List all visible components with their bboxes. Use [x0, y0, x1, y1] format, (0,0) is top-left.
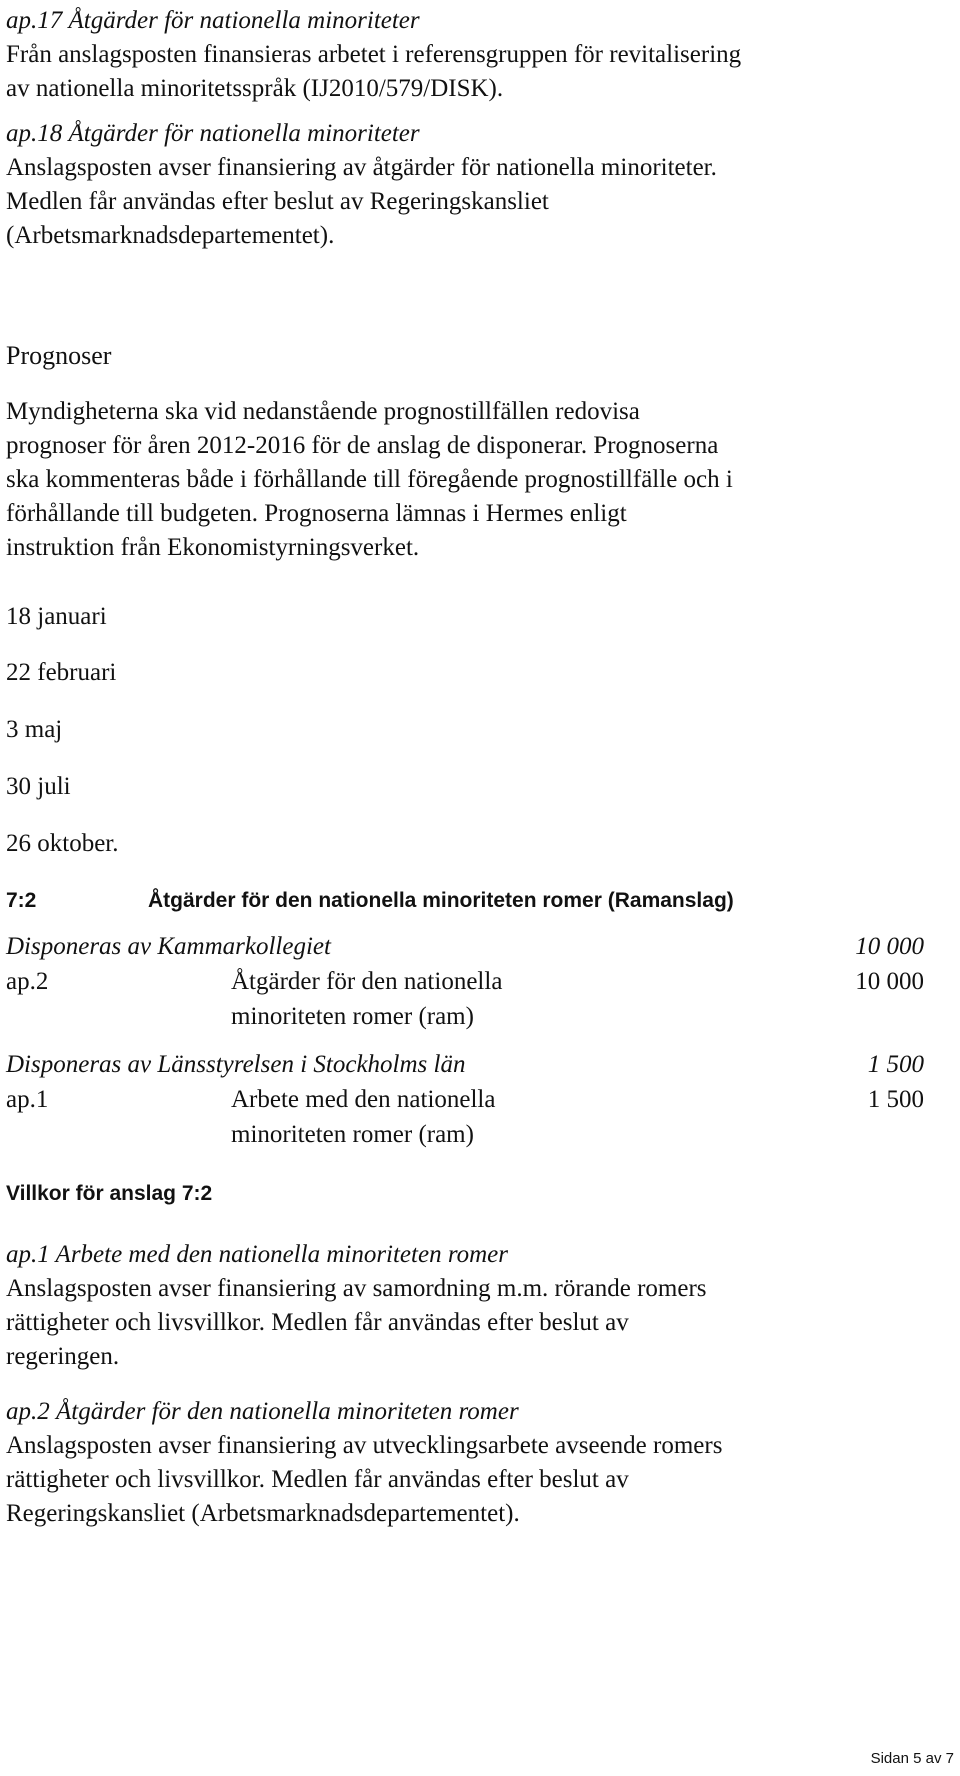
page-number: Sidan 5 av 7 [870, 1750, 954, 1767]
disponeras-total: 10 000 [855, 933, 924, 960]
prognoser-section [6, 339, 924, 373]
ap17-heading: ap.17 Åtgärder för nationella minoriteter [6, 7, 420, 34]
anslag-heading [6, 884, 924, 918]
villkor-ap2-heading: ap.2 Åtgärder för den nationella minoriteten romer [6, 1398, 519, 1425]
disponeras-label: Disponeras av Kammarkollegiet [6, 933, 331, 960]
prognoser-line: instruktion från Ekonomistyrningsverket. [6, 534, 420, 561]
date-item: 26 oktober. [6, 830, 119, 857]
ap18-heading: ap.18 Åtgärder för nationella minoriteter [6, 120, 420, 147]
date-item: 22 februari [6, 659, 117, 686]
post-row [6, 965, 924, 999]
prognoser-title: Prognoser [6, 341, 112, 370]
ap18-line: Anslagsposten avser finansiering av åtgärder för nationella minoriteter. [6, 154, 717, 181]
prognoser-line: Myndigheterna ska vid nedanstående prognostillfällen redovisa [6, 398, 640, 425]
villkor-line: rättigheter och livsvillkor. Medlen får användas efter beslut av [6, 1466, 629, 1493]
disponeras-total: 1 500 [867, 1051, 924, 1078]
villkor-line: Anslagsposten avser finansiering av samordning m.m. rörande romers [6, 1275, 707, 1302]
villkor-line: rättigheter och livsvillkor. Medlen får användas efter beslut av [6, 1309, 629, 1336]
villkor-ap2 [6, 1395, 924, 1531]
post-row-cont [6, 1000, 924, 1034]
post-amount: 10 000 [855, 968, 924, 995]
post-desc: minoriteten romer (ram) [231, 1121, 474, 1148]
prognoser-line: prognoser för åren 2012-2016 för de anslag de disponerar. Prognoserna [6, 432, 719, 459]
anslag-title: Åtgärder för den nationella minoriteten romer (Ramanslag) [148, 889, 734, 912]
post-code: ap.2 [6, 968, 49, 995]
date-item: 18 januari [6, 603, 107, 630]
ap18-section [6, 117, 924, 253]
post-amount: 1 500 [867, 1086, 924, 1113]
ap17-line: av nationella minoritetsspråk (IJ2010/579/DISK). [6, 75, 504, 102]
ap17-line: Från anslagsposten finansieras arbetet i referensgruppen för revitalisering [6, 41, 742, 68]
disponeras-row [6, 1048, 924, 1082]
disponeras-row [6, 930, 924, 964]
prognoser-body [6, 395, 924, 565]
anslag-number: 7:2 [6, 889, 37, 912]
villkor-ap1-heading: ap.1 Arbete med den nationella minoriteten romer [6, 1241, 509, 1268]
post-code: ap.1 [6, 1086, 49, 1113]
disponeras-label: Disponeras av Länsstyrelsen i Stockholms län [6, 1051, 466, 1078]
post-desc: Arbete med den nationella [231, 1086, 496, 1113]
post-row-cont [6, 1118, 924, 1152]
prognoser-line: förhållande till budgeten. Prognoserna lämnas i Hermes enligt [6, 500, 627, 527]
post-row [6, 1083, 924, 1117]
villkor-title: Villkor för anslag 7:2 [6, 1182, 213, 1205]
date-item: 3 maj [6, 716, 63, 743]
ap18-line: Medlen får användas efter beslut av Regeringskansliet [6, 188, 549, 215]
villkor-line: regeringen. [6, 1343, 120, 1370]
post-desc: Åtgärder för den nationella [231, 968, 503, 995]
villkor-line: Regeringskansliet (Arbetsmarknadsdepartementet). [6, 1500, 520, 1527]
villkor-ap1 [6, 1238, 924, 1374]
ap17-section [6, 4, 924, 106]
ap18-line: (Arbetsmarknadsdepartementet). [6, 222, 335, 249]
date-item: 30 juli [6, 773, 71, 800]
post-desc: minoriteten romer (ram) [231, 1003, 474, 1030]
villkor-line: Anslagsposten avser finansiering av utvecklingsarbete avseende romers [6, 1432, 723, 1459]
prognoser-line: ska kommenteras både i förhållande till föregående prognostillfälle och i [6, 466, 733, 493]
